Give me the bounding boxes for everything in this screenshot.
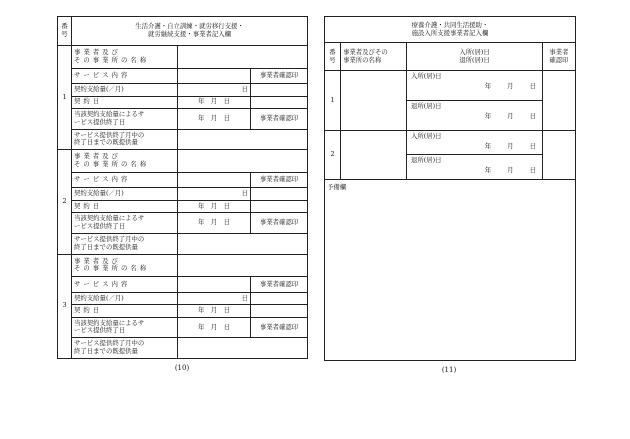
- left-title: 生活介護・自立訓練・就労移行支援・ 就労継続支援・事業者記入欄: [72, 17, 308, 46]
- seal-field[interactable]: [543, 71, 576, 131]
- service-label: サービス内容: [72, 172, 178, 187]
- contract-seal-field[interactable]: [251, 305, 308, 317]
- amount-seal-field[interactable]: [251, 84, 308, 96]
- amount-label: 契約支給量(／月): [72, 84, 178, 96]
- left-page-number: (10): [174, 364, 190, 372]
- remarks-label: 予備欄: [327, 183, 347, 191]
- provider-name-label: 事業者及び その事業所の名称: [72, 150, 178, 173]
- amount-label: 契約支給量(／月): [72, 188, 178, 200]
- amount-seal-field[interactable]: [251, 188, 308, 200]
- provider-name-field[interactable]: [341, 131, 407, 180]
- amount-field[interactable]: 日: [178, 188, 251, 200]
- number-header: 番号: [58, 17, 72, 46]
- service-label: サービス内容: [72, 277, 178, 292]
- contract-date-label: 契約日: [72, 305, 178, 317]
- leave-date-field[interactable]: 退所(居)日 年 月 日: [407, 101, 543, 131]
- right-record-table: [324, 16, 576, 361]
- cumulative-label: サービス提供終了月中の 終了日までの既提供量: [72, 338, 178, 359]
- provider-name-label: 事業者及び その事業所の名称: [72, 254, 178, 277]
- contract-date-field[interactable]: 年 月 日: [178, 96, 251, 108]
- confirm-seal-label: 事業者確認印: [251, 277, 308, 292]
- service-field[interactable]: [178, 68, 251, 83]
- contract-date-field[interactable]: 年 月 日: [178, 200, 251, 212]
- contract-date-label: 契約日: [72, 200, 178, 212]
- provider-name-field[interactable]: [341, 71, 407, 131]
- cumulative-label: サービス提供終了月中の 終了日までの既提供量: [72, 129, 178, 150]
- provider-name-field[interactable]: [178, 45, 308, 68]
- confirm-seal-label: 事業者確認印: [251, 213, 308, 234]
- group-number: 2: [325, 131, 341, 180]
- provider-name-label: 事業者及び その事業所の名称: [72, 45, 178, 68]
- contract-seal-field[interactable]: [251, 96, 308, 108]
- cumulative-field[interactable]: [178, 129, 308, 150]
- cumulative-field[interactable]: [178, 233, 308, 254]
- cumulative-field[interactable]: [178, 338, 308, 359]
- group-number: 1: [325, 71, 341, 131]
- admit-date-field[interactable]: 入所(居)日 年 月 日: [407, 131, 543, 155]
- remarks-area[interactable]: [325, 180, 576, 361]
- service-field[interactable]: [178, 172, 251, 187]
- amount-field[interactable]: 日: [178, 84, 251, 96]
- contract-date-label: 契約日: [72, 96, 178, 108]
- service-field[interactable]: [178, 277, 251, 292]
- seal-header: 事業者 確認印: [543, 43, 576, 71]
- contract-seal-field[interactable]: [251, 200, 308, 212]
- left-record-table: [57, 16, 308, 359]
- seal-field[interactable]: [543, 131, 576, 180]
- group-number: 3: [58, 254, 72, 358]
- residence-date-header: 入所(居)日 退所(居)日: [407, 43, 543, 71]
- confirm-seal-label: 事業者確認印: [251, 317, 308, 338]
- leave-date-field[interactable]: 退所(居)日 年 月 日: [407, 155, 543, 180]
- provider-name-header: 事業者及びその 事業所の名称: [341, 43, 407, 71]
- right-page-number: (11): [441, 366, 457, 374]
- cumulative-label: サービス提供終了月中の 終了日までの既提供量: [72, 233, 178, 254]
- confirm-seal-label: 事業者確認印: [251, 108, 308, 129]
- amount-label: 契約支給量(／月): [72, 292, 178, 304]
- current-end-field[interactable]: 年 月 日: [178, 213, 251, 234]
- confirm-seal-label: 事業者確認印: [251, 68, 308, 83]
- provider-name-field[interactable]: [178, 150, 308, 173]
- contract-date-field[interactable]: 年 月 日: [178, 305, 251, 317]
- current-end-field[interactable]: 年 月 日: [178, 317, 251, 338]
- amount-field[interactable]: 日: [178, 292, 251, 304]
- current-end-label: 当該契約支給量によるサ ービス提供終了日: [72, 317, 178, 338]
- confirm-seal-label: 事業者確認印: [251, 172, 308, 187]
- group-number: 2: [58, 150, 72, 254]
- current-end-label: 当該契約支給量によるサ ービス提供終了日: [72, 108, 178, 129]
- current-end-label: 当該契約支給量によるサ ービス提供終了日: [72, 213, 178, 234]
- right-title: 療養介護・共同生活援助・ 施設入所支援事業者記入欄: [325, 17, 576, 43]
- group-number: 1: [58, 45, 72, 149]
- amount-seal-field[interactable]: [251, 292, 308, 304]
- provider-name-field[interactable]: [178, 254, 308, 277]
- number-header: 番号: [325, 43, 341, 71]
- current-end-field[interactable]: 年 月 日: [178, 108, 251, 129]
- service-label: サービス内容: [72, 68, 178, 83]
- admit-date-field[interactable]: 入所(居)日 年 月 日: [407, 71, 543, 101]
